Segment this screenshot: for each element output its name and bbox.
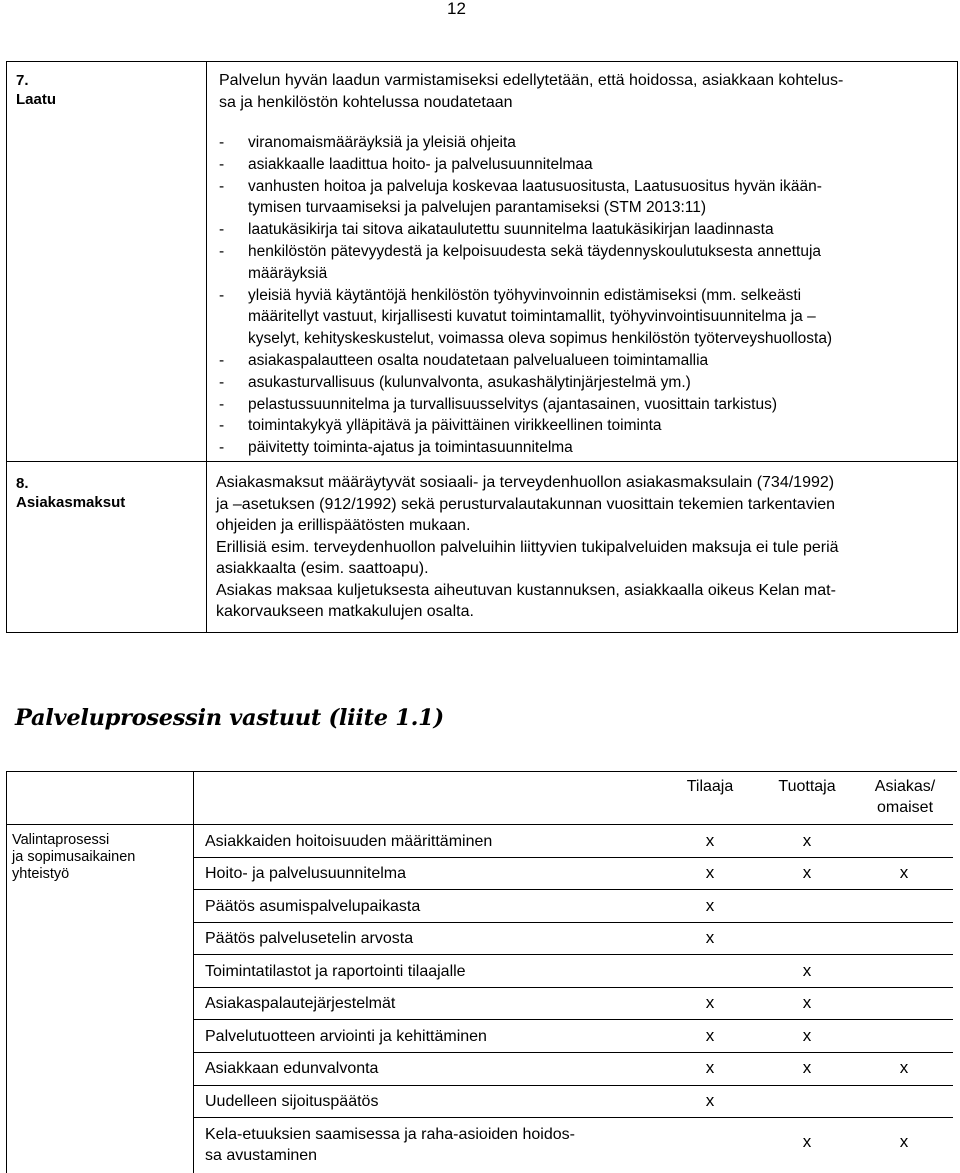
process-label: Valintaprosessi ja sopimusaikainen yhteistyö (12, 832, 136, 882)
list-item-text: asiakaspalautteen osalta noudatetaan palvelualueen toimintamallia (248, 351, 709, 369)
section-7-number: 7. (16, 72, 29, 89)
list-item-text: toimintakykyä ylläpitävä ja päivittäinen virikkeellinen toiminta (248, 417, 662, 435)
row-divider (193, 954, 953, 955)
table-row-label: Toimintatilastot ja raportointi tilaajalle (205, 963, 466, 980)
list-item: - vanhusten hoitoa ja palveluja koskevaa laatusuositusta, Laatusuositus hyvän ikään- tymisen turvaamiseksi ja palvelujen parantamiseksi (STM 2013:11) (219, 177, 822, 217)
table-row-label: Hoito- ja palvelusuunnitelma (205, 865, 406, 882)
section-8-title: Asiakasmaksut (16, 494, 126, 511)
table-row-label: Uudelleen sijoituspäätös (205, 1093, 379, 1110)
table-border-bottom (6, 632, 957, 633)
table-row-label: Päätös asumispalvelupaikasta (205, 898, 421, 915)
mark-tilaaja: x (705, 831, 715, 850)
row-divider (193, 889, 953, 890)
table-row-label: Asiakkaan edunvalvonta (205, 1060, 379, 1077)
mark-tuottaja: x (802, 831, 812, 850)
list-item: - toimintakykyä ylläpitävä ja päivittäinen virikkeellinen toiminta (219, 417, 662, 435)
row-divider (193, 824, 953, 825)
section-7-intro: Palvelun hyvän laadun varmistamiseksi edellytetään, että hoidossa, asiakkaan kohtelus- sa ja henkilöstön kohtelussa noudatetaan (219, 72, 844, 111)
mark-tuottaja: x (802, 1058, 812, 1077)
list-item: - asiakkaalle laadittua hoito- ja palvelusuunnitelmaa (219, 155, 593, 173)
list-item: - viranomaismääräyksiä ja yleisiä ohjeita (219, 134, 516, 151)
section-7-title: Laatu (16, 91, 57, 108)
column-header-tilaaja: Tilaaja (686, 778, 734, 795)
mark-tilaaja: x (705, 1091, 715, 1110)
list-item: - asukasturvallisuus (kulunvalvonta, asukashälytinjärjestelmä ym.) (219, 373, 691, 391)
table-row-label: Kela-etuuksien saamisessa ja raha-asioiden hoidos- sa avustaminen (205, 1126, 575, 1164)
table-border-top (6, 61, 957, 62)
list-item-text: pelastussuunnitelma ja turvallisuusselvitys (ajantasainen, vuosittain tarkistus) (248, 395, 777, 413)
list-item-text: henkilöstön pätevyydestä ja kelpoisuudesta sekä täydennyskoulutuksesta annettuja määräyksiä (248, 242, 822, 282)
table-column-divider (206, 61, 207, 633)
section-8-body: Asiakasmaksut määräytyvät sosiaali- ja terveydenhuollon asiakasmaksulain (734/1992) ja –asetuksen (912/1992) sekä perusturvalautakunnan vuosittain tekemien tarkentavien ohjeiden ja erillispäätösten mukaan. Erillisiä esim. terveydenhuollon palveluihin liittyvien tukipalveluiden maksuja ei tule periä asiakkaalta (esim. saattoapu). Asiakas maksaa kuljetuksesta aiheutuvan kustannuksen, asiakkaalla oikeus Kelan mat- kakorvaukseen matkakulujen osalta. (216, 474, 839, 620)
section-7-list (219, 132, 949, 459)
list-item-text: yleisiä hyviä käytäntöjä henkilöstön työhyvinvoinnin edistämiseksi (mm. selkeästi määritellyt vastuut, kirjallisesti kuvatut toimintamallit, työhyvinvointisuunnitelma ja – kyselyt, kehityskeskustelut, voimassa oleva sopimus henkilöstön työterveyshuollosta) (248, 286, 833, 348)
row-divider (193, 857, 953, 858)
table-row-label: Palvelutuotteen arviointi ja kehittäminen (205, 1028, 487, 1045)
mark-tuottaja: x (802, 961, 812, 980)
process-label-divider (6, 824, 194, 825)
list-item: - päivitetty toiminta-ajatus ja toimintasuunnitelma (219, 439, 573, 457)
row-divider (193, 987, 953, 988)
row-divider (193, 1052, 953, 1053)
row-divider (193, 1117, 953, 1118)
mark-tilaaja: x (705, 1058, 715, 1077)
page-number: 12 (447, 0, 466, 18)
table-border-left (6, 61, 7, 633)
table-border-left (6, 771, 7, 1173)
list-item-text: asukasturvallisuus (kulunvalvonta, asukashälytinjärjestelmä ym.) (248, 373, 691, 391)
list-item: - laatukäsikirja tai sitova aikataulutettu suunnitelma laatukäsikirjan laadinnasta (219, 221, 774, 239)
list-item-text: laatukäsikirja tai sitova aikataulutettu suunnitelma laatukäsikirjan laadinnasta (248, 221, 774, 239)
row-divider (193, 1085, 953, 1086)
table-row-label: Päätös palvelusetelin arvosta (205, 930, 414, 947)
mark-tilaaja: x (705, 993, 715, 1012)
list-item: - asiakaspalautteen osalta noudatetaan palvelualueen toimintamallia (219, 351, 709, 369)
list-item: - henkilöstön pätevyydestä ja kelpoisuudesta sekä täydennyskoulutuksesta annettuja määräyksiä (219, 242, 822, 282)
mark-tilaaja: x (705, 863, 715, 882)
table-column-divider (193, 771, 194, 1173)
mark-tuottaja: x (802, 1132, 812, 1151)
list-item-text: vanhusten hoitoa ja palveluja koskevaa laatusuositusta, Laatusuositus hyvän ikään- tymisen turvaamiseksi ja palvelujen parantamiseksi (STM 2013:11) (248, 177, 822, 217)
page-heading: Palveluprosessin vastuut (liite 1.1) (15, 705, 444, 731)
list-item: - pelastussuunnitelma ja turvallisuusselvitys (ajantasainen, vuosittain tarkistus) (219, 395, 777, 413)
list-item-text: päivitetty toiminta-ajatus ja toimintasuunnitelma (248, 439, 573, 457)
list-item-text: asiakkaalle laadittua hoito- ja palvelusuunnitelmaa (248, 155, 593, 173)
mark-tuottaja: x (802, 1026, 812, 1045)
section-8-number: 8. (16, 475, 29, 492)
list-item: - yleisiä hyviä käytäntöjä henkilöstön työhyvinvoinnin edistämiseksi (mm. selkeästi määritellyt vastuut, kirjallisesti kuvatut toimintamallit, työhyvinvointisuunnitelma ja – kyselyt, kehityskeskustelut, voimassa oleva sopimus henkilöstön työterveyshuollosta) (219, 286, 833, 348)
mark-asiakas: x (899, 1058, 909, 1077)
mark-tilaaja: x (705, 928, 715, 947)
row-divider (193, 1019, 953, 1020)
mark-tilaaja: x (705, 1026, 715, 1045)
mark-asiakas: x (899, 863, 909, 882)
mark-tilaaja: x (705, 896, 715, 915)
mark-asiakas: x (899, 1132, 909, 1151)
table-row-label: Asiakaspalautejärjestelmät (205, 995, 396, 1012)
column-header-tuottaja: Tuottaja (778, 778, 836, 795)
table-row-label: Asiakkaiden hoitoisuuden määrittäminen (205, 833, 493, 850)
mark-tuottaja: x (802, 993, 812, 1012)
row-divider (193, 922, 953, 923)
table-border-right (957, 61, 958, 633)
list-item-text: viranomaismääräyksiä ja yleisiä ohjeita (248, 134, 516, 151)
column-header-asiakas-omaiset: Asiakas/ omaiset (874, 778, 936, 816)
table-row-divider (6, 461, 957, 462)
mark-tuottaja: x (802, 863, 812, 882)
table-border-top (6, 771, 957, 772)
